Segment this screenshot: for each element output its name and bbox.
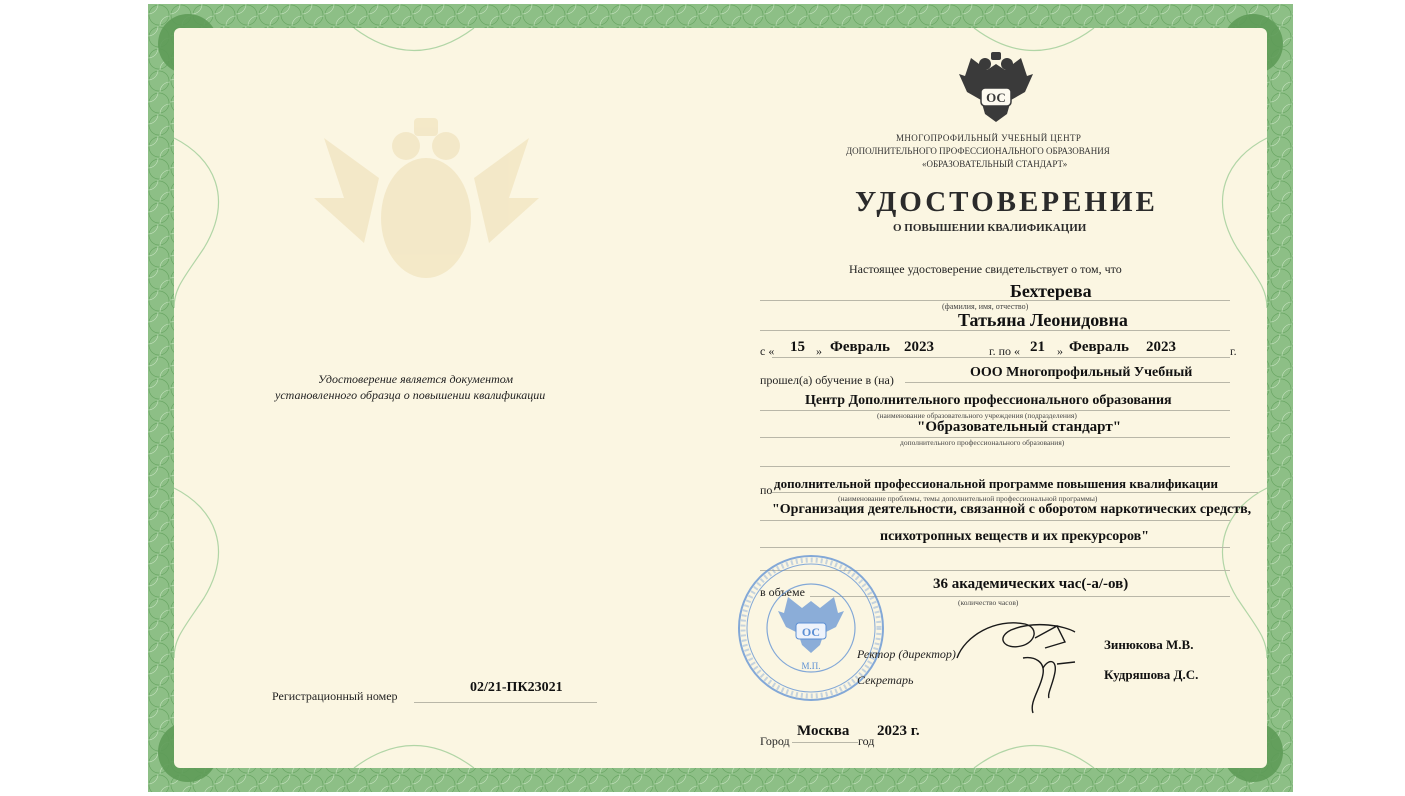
org-line-2: Центр Дополнительного профессионального образования (805, 393, 1172, 408)
date-to-prefix: г. по « (989, 344, 1020, 358)
org-hint: (наименование образовательного учреждения (подразделения) (877, 411, 1077, 420)
given-name: Татьяна Леонидовна (958, 310, 1128, 330)
date-to-month: Февраль (1069, 339, 1129, 355)
header-line-3: «ОБРАЗОВАТЕЛЬНЫЙ СТАНДАРТ» (922, 159, 1068, 169)
fio-hint: (фамилия, имя, отчество) (942, 302, 1029, 311)
volume-label: в объеме (760, 585, 805, 599)
trained-label: прошел(а) обучение в (на) (760, 373, 894, 387)
registration-label: Регистрационный номер (272, 689, 398, 703)
double-eagle-icon (957, 50, 1035, 126)
svg-text:ОС: ОС (801, 625, 821, 639)
date-from-day: 15 (790, 339, 805, 355)
svg-text:М.П.: М.П. (801, 661, 821, 671)
rector-label: Ректор (директор) (857, 647, 956, 661)
program-hint: (наименование проблемы, темы дополнительной профессиональной программы) (838, 494, 1098, 503)
date-from-prefix: с « (760, 344, 775, 358)
header-line-2: ДОПОЛНИТЕЛЬНОГО ПРОФЕССИОНАЛЬНОГО ОБРАЗОВАНИЯ (846, 146, 1110, 156)
year-label: год (858, 734, 875, 748)
secretary-name: Кудряшова Д.С. (1104, 667, 1199, 682)
date-to-day: 21 (1030, 339, 1045, 355)
surname: Бехтерева (1010, 281, 1092, 301)
city-label: Город (760, 734, 790, 748)
notice-line-1: Удостоверение является документом (318, 372, 513, 386)
city: Москва (797, 723, 850, 739)
hours: 36 академических час(-а/-ов) (933, 576, 1129, 592)
svg-text:ОС: ОС (986, 90, 1006, 105)
registration-number: 02/21-ПК23021 (470, 680, 563, 695)
date-to-year: 2023 (1146, 339, 1176, 355)
hours-hint: (количество часов) (958, 598, 1019, 607)
program-line: дополнительной профессиональной программе повышения квалификации (774, 476, 1218, 491)
issue-year: 2023 г. (877, 723, 920, 739)
signatures-icon (925, 598, 1095, 718)
org-line-3: "Образовательный стандарт" (917, 419, 1122, 435)
notice-line-2: установленного образца о повышении квалификации (275, 388, 546, 402)
institution-emblem (957, 50, 1035, 131)
certificate-subtitle: О ПОВЫШЕНИИ КВАЛИФИКАЦИИ (893, 222, 1087, 234)
header-line-1: МНОГОПРОФИЛЬНЫЙ УЧЕБНЫЙ ЦЕНТР (896, 133, 1082, 143)
rector-name: Зинюкова М.В. (1104, 637, 1194, 652)
secretary-label: Секретарь (857, 673, 914, 687)
org-hint-2: дополнительного профессионального образования) (900, 438, 1065, 447)
date-year-suffix: г. (1230, 344, 1237, 358)
date-from-month: Февраль (830, 339, 890, 355)
intro-text: Настоящее удостоверение свидетельствует о том, что (849, 262, 1122, 276)
org-line-1: ООО Многопрофильный Учебный (970, 365, 1193, 380)
watermark-eagle (314, 118, 539, 278)
program-name-2: психотропных веществ и их прекурсоров" (880, 529, 1149, 544)
program-name-1: "Организация деятельности, связанной с оборотом наркотических средств, (772, 502, 1252, 517)
date-from-year: 2023 (904, 339, 934, 355)
program-prefix: по (760, 483, 773, 497)
date-to-close: » (1057, 344, 1063, 358)
certificate-title: УДОСТОВЕРЕНИЕ (855, 186, 1158, 218)
date-from-close: » (816, 344, 822, 358)
